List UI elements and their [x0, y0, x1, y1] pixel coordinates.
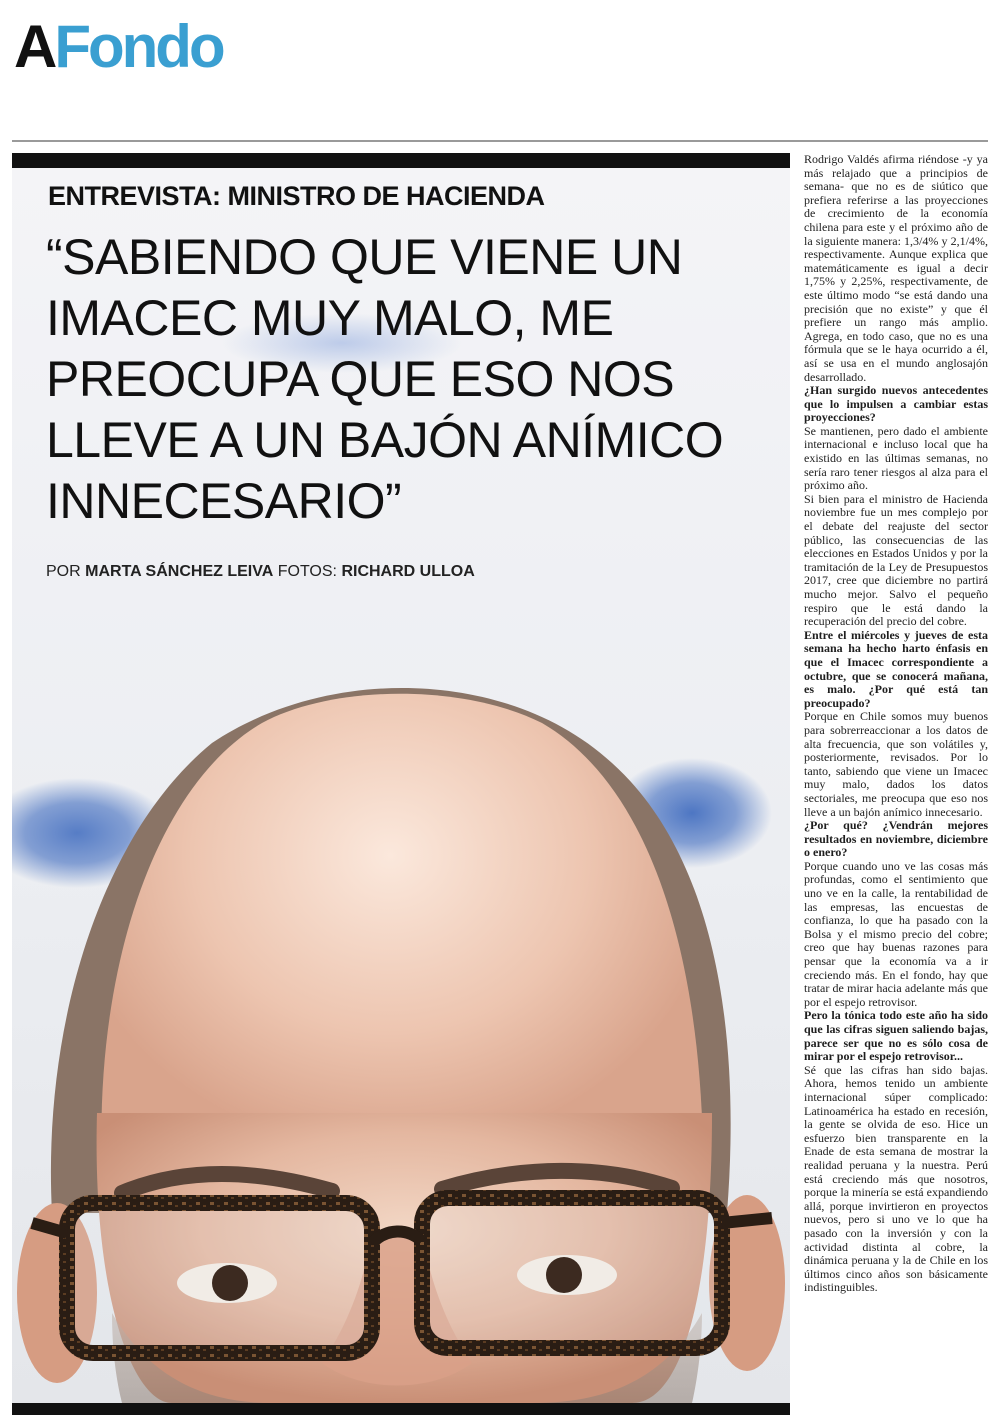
article-paragraph: Si bien para el ministro de Hacienda noviembre fue un mes complejo por el debate del reajuste del sector público, las consecuencias de las elecciones en Estados Unidos y por la tramitación de la Ley de Presupuestos 2017, cree que diciembre no partirá mucho mejor. Salvo el pequeño respiro que le está dando la recuperación del precio del cobre.	[804, 491, 988, 629]
byline-photos-prefix: FOTOS:	[277, 563, 337, 580]
feature-top-bar	[12, 153, 790, 168]
feature-block	[12, 153, 790, 1415]
article-paragraph: Rodrigo Valdés afirma riéndose -y ya más relajado que a principios de semana- que no es de siútico que prefiera referirse a las proyecciones de crecimiento de la economía chilena para este y el próximo año de la siguiente manera: 1,3/4% y 2,1/4%, respectivamente. Aunque explica que matemáticamente es igual a decir 1,75% y 2,25%, respectivamente, de este último modo “se está dando una precisión que no existe” y que él prefiere un rango más amplio. Agrega, en todo caso, que no es una fórmula que se le haya ocurrido a él, así se usa en el mundo anglosajón desarrollado.	[804, 153, 988, 384]
header-rule	[12, 140, 988, 142]
article-paragraph: Porque cuando uno ve las cosas más profundas, como el sentimiento que uno ve en la calle, la rentabilidad de las empresas, las encuestas de confianza, lo que ha pasado con la Bolsa y el mismo precio del cobre; creo que hay buenas razones para pensar que la economía va a ir creciendo más. En el fondo, hay que tratar de mirar hacia adelante más que por el espejo retrovisor.	[804, 858, 988, 1009]
byline-photographer: RICHARD ULLOA	[341, 563, 475, 580]
logo-word: Fondo	[54, 13, 223, 80]
article-paragraph: Porque en Chile somos muy buenos para sobrerreaccionar a los datos de alta frecuencia, que son volátiles y, posteriormente, revisados. Por lo tanto, sabiendo que viene un Imacec muy malo, dados los datos sectoriales, me preocupa que eso nos lleve a un bajón anímico innecesario.	[804, 709, 988, 819]
article-paragraph: Se mantienen, pero dado el ambiente internacional e incluso local que ha existido en las últimas semanas, no sería raro tener riesgos al alza para el próximo año.	[804, 423, 988, 493]
article-paragraph: Sé que las cifras han sido bajas. Ahora, hemos tenido un ambiente internacional súper complicado: Latinoamérica ha estado en recesión, la gente se olvida de eso. Hice un esfuerzo bien transparente en la Enade de esta semana de mostrar la realidad peruana y la nuestra. Perú está creciendo más que nosotros, porque la minería se está expandiendo allá, porque invirtieron en proyectos nuevos, pero si uno ve lo que ha pasado con la inversión y con la actividad distinta al cobre, la dinámica peruana y la de Chile en los últimos cinco años son básicamente indistinguibles.	[804, 1062, 988, 1295]
article-byline	[46, 563, 475, 581]
byline-author: MARTA SÁNCHEZ LEIVA	[85, 563, 274, 580]
article-headline: “SABIENDO QUE VIENE UN IMACEC MUY MALO, ME PREOCUPA QUE ESO NOS LLEVE A UN BAJÓN ANÍMICO INNECESARIO”	[46, 229, 724, 529]
article-question: Pero la tónica todo este año ha sido que las cifras siguen saliendo bajas, parece ser que no es sólo cosa de mirar por el espejo retrovisor...	[804, 1008, 988, 1064]
article-kicker: ENTREVISTA: MINISTRO DE HACIENDA	[48, 181, 545, 211]
feature-bottom-bar	[12, 1403, 790, 1415]
byline-prefix: POR	[46, 563, 81, 580]
article-body-column	[804, 153, 988, 1415]
section-logo	[14, 12, 223, 82]
portrait-photo	[12, 593, 790, 1403]
article-question: Entre el miércoles y jueves de esta semana ha hecho harto énfasis en que el Imacec correspondiente a octubre, que se conocerá mañana, es malo. ¿Por qué está tan preocupado?	[804, 627, 988, 710]
article-question: ¿Han surgido nuevos antecedentes que lo impulsen a cambiar estas proyecciones?	[804, 383, 988, 425]
article-question: ¿Por qué? ¿Vendrán mejores resultados en noviembre, diciembre o enero?	[804, 818, 988, 860]
logo-letter: A	[14, 13, 55, 80]
